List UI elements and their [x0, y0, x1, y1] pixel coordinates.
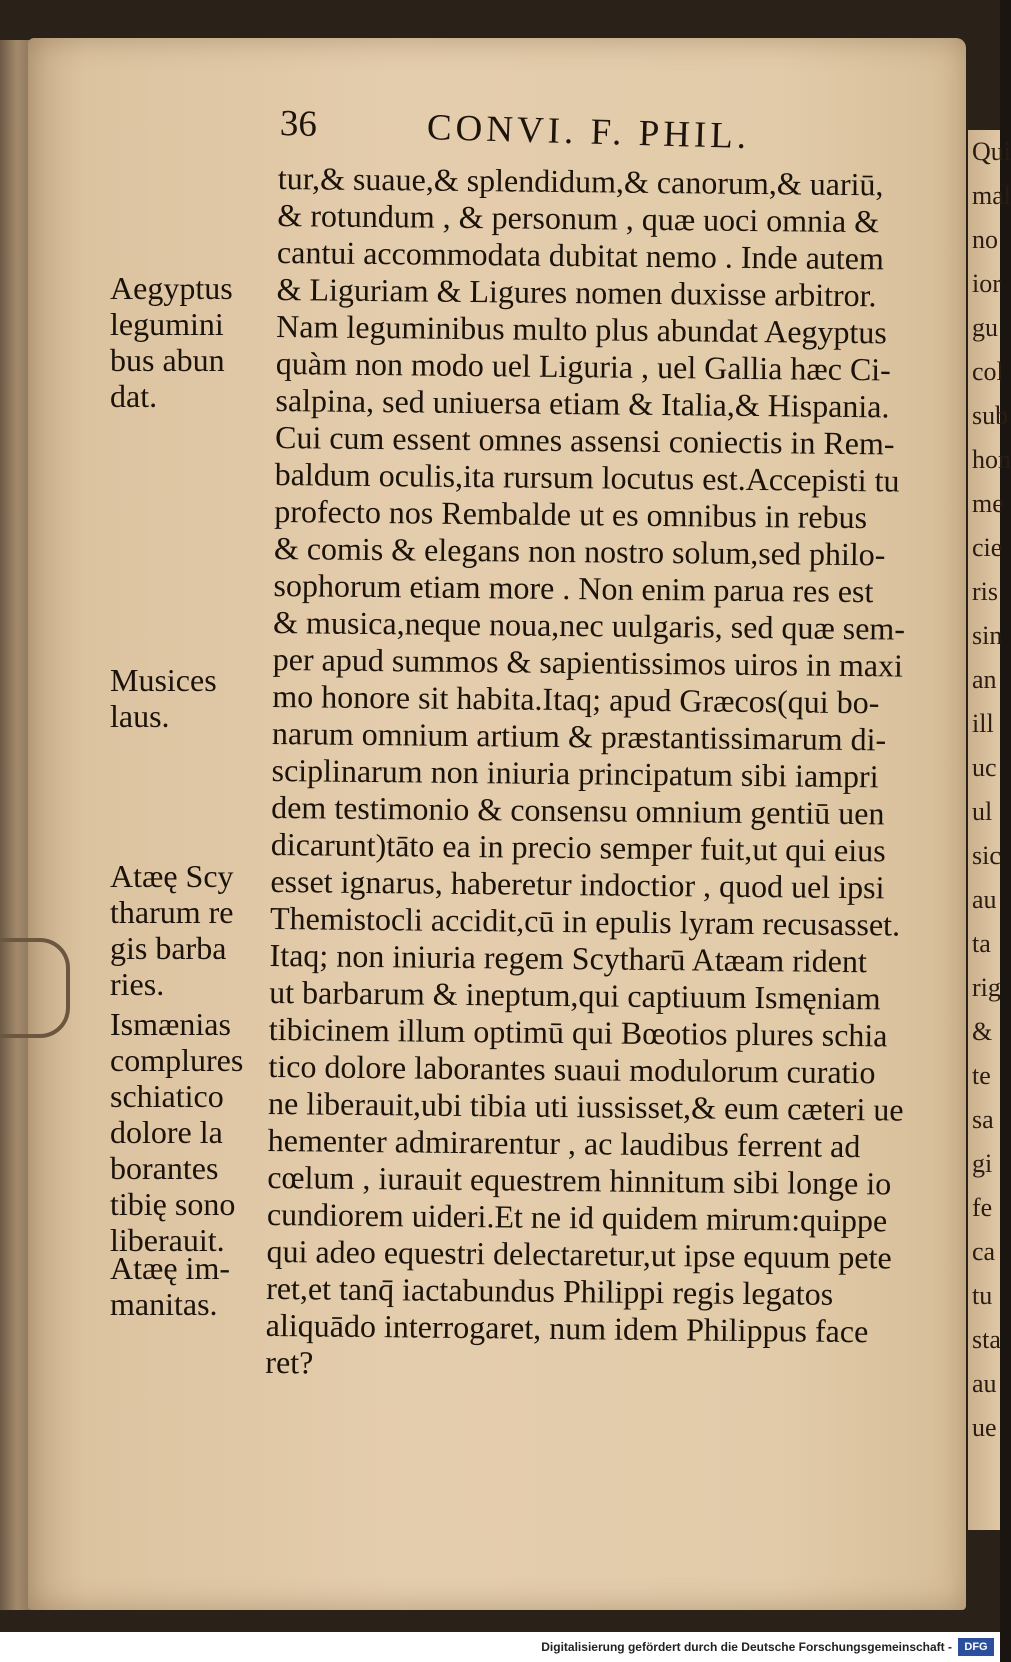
- text-line: mo honore sit habita.Itaq; apud Græcos(qui bo-: [272, 677, 880, 721]
- facing-page-fragment: au: [972, 885, 997, 914]
- running-title: CONVI. F. PHIL.: [426, 107, 751, 158]
- text-line: Themistocli accidit,cū in epulis lyram recusasset.: [269, 899, 901, 943]
- facing-page-fragment: ca: [972, 1237, 996, 1266]
- text-line: ne liberauit,ubi tibia uti iussisset,& eum cæteri ue: [267, 1084, 904, 1128]
- text-line: cantui accommodata dubitat nemo . Inde autem: [276, 233, 885, 277]
- text-line: hementer admirarentur , ac laudibus ferrent ad: [267, 1121, 861, 1165]
- margin-note-line: schiatico: [110, 1078, 224, 1114]
- facing-page-fragment: gi: [972, 1149, 993, 1178]
- facing-page-fragment: &: [972, 1017, 993, 1046]
- text-line: & comis & elegans non nostro solum,sed philo-: [273, 529, 886, 573]
- facing-page-fragment: ris: [972, 577, 998, 606]
- facing-page-edge: [968, 130, 1011, 1530]
- facing-page-fragment: uc: [972, 753, 997, 782]
- margin-note-line: complures: [110, 1042, 244, 1078]
- text-line: & musica,neque noua,nec uulgaris, sed quæ sem-: [272, 603, 906, 647]
- margin-note-line: legumini: [110, 306, 224, 342]
- facing-page-fragment: ill: [972, 709, 994, 738]
- text-line: ret?: [265, 1343, 314, 1381]
- margin-note: [110, 1250, 280, 1322]
- facing-page-fragment: col: [972, 357, 1004, 386]
- facing-page-fragment: sta: [972, 1325, 1001, 1354]
- margin-note-line: Musices: [110, 662, 217, 698]
- text-line: ut barbarum & ineptum,qui captiuum Ismęniam: [269, 973, 881, 1017]
- margin-note: [110, 858, 280, 1002]
- text-line: dicarunt)tāto ea in precio semper fuit,ut qui eius: [270, 825, 886, 869]
- margin-note: [110, 662, 280, 734]
- margin-note-line: Atæę Scy: [110, 858, 234, 894]
- margin-note-line: Aegyptus: [110, 270, 233, 306]
- facing-page-fragment: sub: [972, 401, 1009, 430]
- text-line: qui adeo equestri delectaretur,ut ipse equum pete: [266, 1232, 892, 1276]
- facing-page-fragment: Qui: [972, 137, 1011, 166]
- funding-credit: Digitalisierung gefördert durch die Deutsche Forschungsgemeinschaft -: [541, 1640, 952, 1654]
- facing-page-fragment: sic: [972, 841, 1001, 870]
- text-line: ret,et tanq̄ iactabundus Philippi regis legatos: [265, 1269, 834, 1312]
- text-line: tibicinem illum optimū qui Bœotios plures schia: [268, 1010, 888, 1054]
- facing-page-fragment: rig: [972, 973, 1001, 1002]
- text-line: cœlum , iurauit equestrem hinnitum sibi longe io: [267, 1158, 892, 1202]
- margin-note-line: gis barba: [110, 930, 227, 966]
- text-line: quàm non modo uel Liguria , uel Gallia hæc Ci-: [275, 344, 892, 388]
- text-line: dem testimonio & consensu omnium gentiū uen: [271, 788, 885, 832]
- text-line: per apud summos & sapientissimos uiros in maxi: [272, 640, 904, 684]
- facing-page-fragment: au: [972, 1369, 997, 1398]
- margin-note-line: ries.: [110, 966, 165, 1002]
- text-line: sophorum etiam more . Non enim parua res est: [273, 566, 874, 610]
- text-line: Cui cum essent omnes assensi coniectis in Rem-: [274, 418, 895, 462]
- facing-page-fragment: ue: [972, 1413, 997, 1442]
- margin-note: [110, 270, 280, 414]
- facing-page-fragment: ior: [972, 269, 1001, 298]
- text-line: Itaq; non iniuria regem Scytharū Atæam rident: [269, 936, 868, 980]
- facing-page-fragment: cie: [972, 533, 1003, 562]
- facing-page-fragment: tu: [972, 1281, 993, 1310]
- margin-note-line: Atæę im-: [110, 1250, 230, 1286]
- main-text-block: [265, 160, 968, 1388]
- text-line: tur,& suaue,& splendidum,& canorum,& uariū,: [277, 160, 884, 203]
- facing-page-fragment: sin: [972, 621, 1003, 650]
- margin-note-line: dat.: [110, 378, 158, 414]
- dfg-logo: DFG: [958, 1638, 994, 1656]
- text-line: esset ignarus, haberetur indoctior , quod uel ipsi: [270, 862, 885, 906]
- margin-note-line: tibię sono: [110, 1186, 236, 1222]
- text-line: sciplinarum non iniuria principatum sibi iampri: [271, 751, 879, 795]
- text-line: narum omnium artium & præstantissimarum di-: [271, 714, 887, 758]
- facing-page-fragment: an: [972, 665, 997, 694]
- facing-page-fragment: te: [972, 1061, 991, 1090]
- text-line: aliquādo interrogaret, num idem Philippus face: [265, 1306, 869, 1350]
- facing-page-fragment: ta: [972, 929, 991, 958]
- facing-page-fragment: hon: [972, 445, 1011, 474]
- margin-note-line: borantes: [110, 1150, 219, 1186]
- page-number: 36: [279, 103, 318, 146]
- margin-note-line: tharum re: [110, 894, 234, 930]
- margin-note-line: bus abun: [110, 342, 225, 378]
- text-line: profecto nos Rembalde ut es omnibus in rebus: [274, 492, 868, 536]
- margin-note-line: dolore la: [110, 1114, 223, 1150]
- margin-note-line: Ismænias: [110, 1006, 231, 1042]
- text-line: tico dolore laborantes suaui modulorum curatio: [268, 1047, 876, 1091]
- text-line: salpina, sed uniuersa etiam & Italia,& Hispania.: [275, 381, 890, 425]
- text-line: & Liguriam & Ligures nomen duxisse arbitror.: [276, 270, 877, 314]
- facing-page-fragment: sa: [972, 1105, 994, 1134]
- facing-page-fragment: no: [972, 225, 998, 254]
- facing-page-fragment: ul: [972, 797, 993, 826]
- book-clasp: [0, 938, 70, 1038]
- margin-note-line: laus.: [110, 698, 170, 734]
- margin-note: [110, 1006, 280, 1258]
- text-line: Nam leguminibus multo plus abundat Aegyptus: [276, 307, 888, 351]
- facing-page-fragment: mal: [972, 181, 1011, 210]
- text-line: & rotundum , & personum , quæ uoci omnia &: [277, 196, 880, 240]
- margin-note-line: manitas.: [110, 1286, 218, 1322]
- text-line: cundiorem uideri.Et ne id quidem mirum:quippe: [266, 1195, 888, 1239]
- digitization-footer: [0, 1632, 1000, 1662]
- facing-page-fragment: me: [972, 489, 1004, 518]
- text-line: baldum oculis,ita rursum locutus est.Accepisti tu: [274, 455, 900, 499]
- facing-page-fragment: fe: [972, 1193, 993, 1222]
- margin-note-line: liberauit.: [110, 1222, 225, 1258]
- facing-page-fragment: gu: [972, 313, 998, 342]
